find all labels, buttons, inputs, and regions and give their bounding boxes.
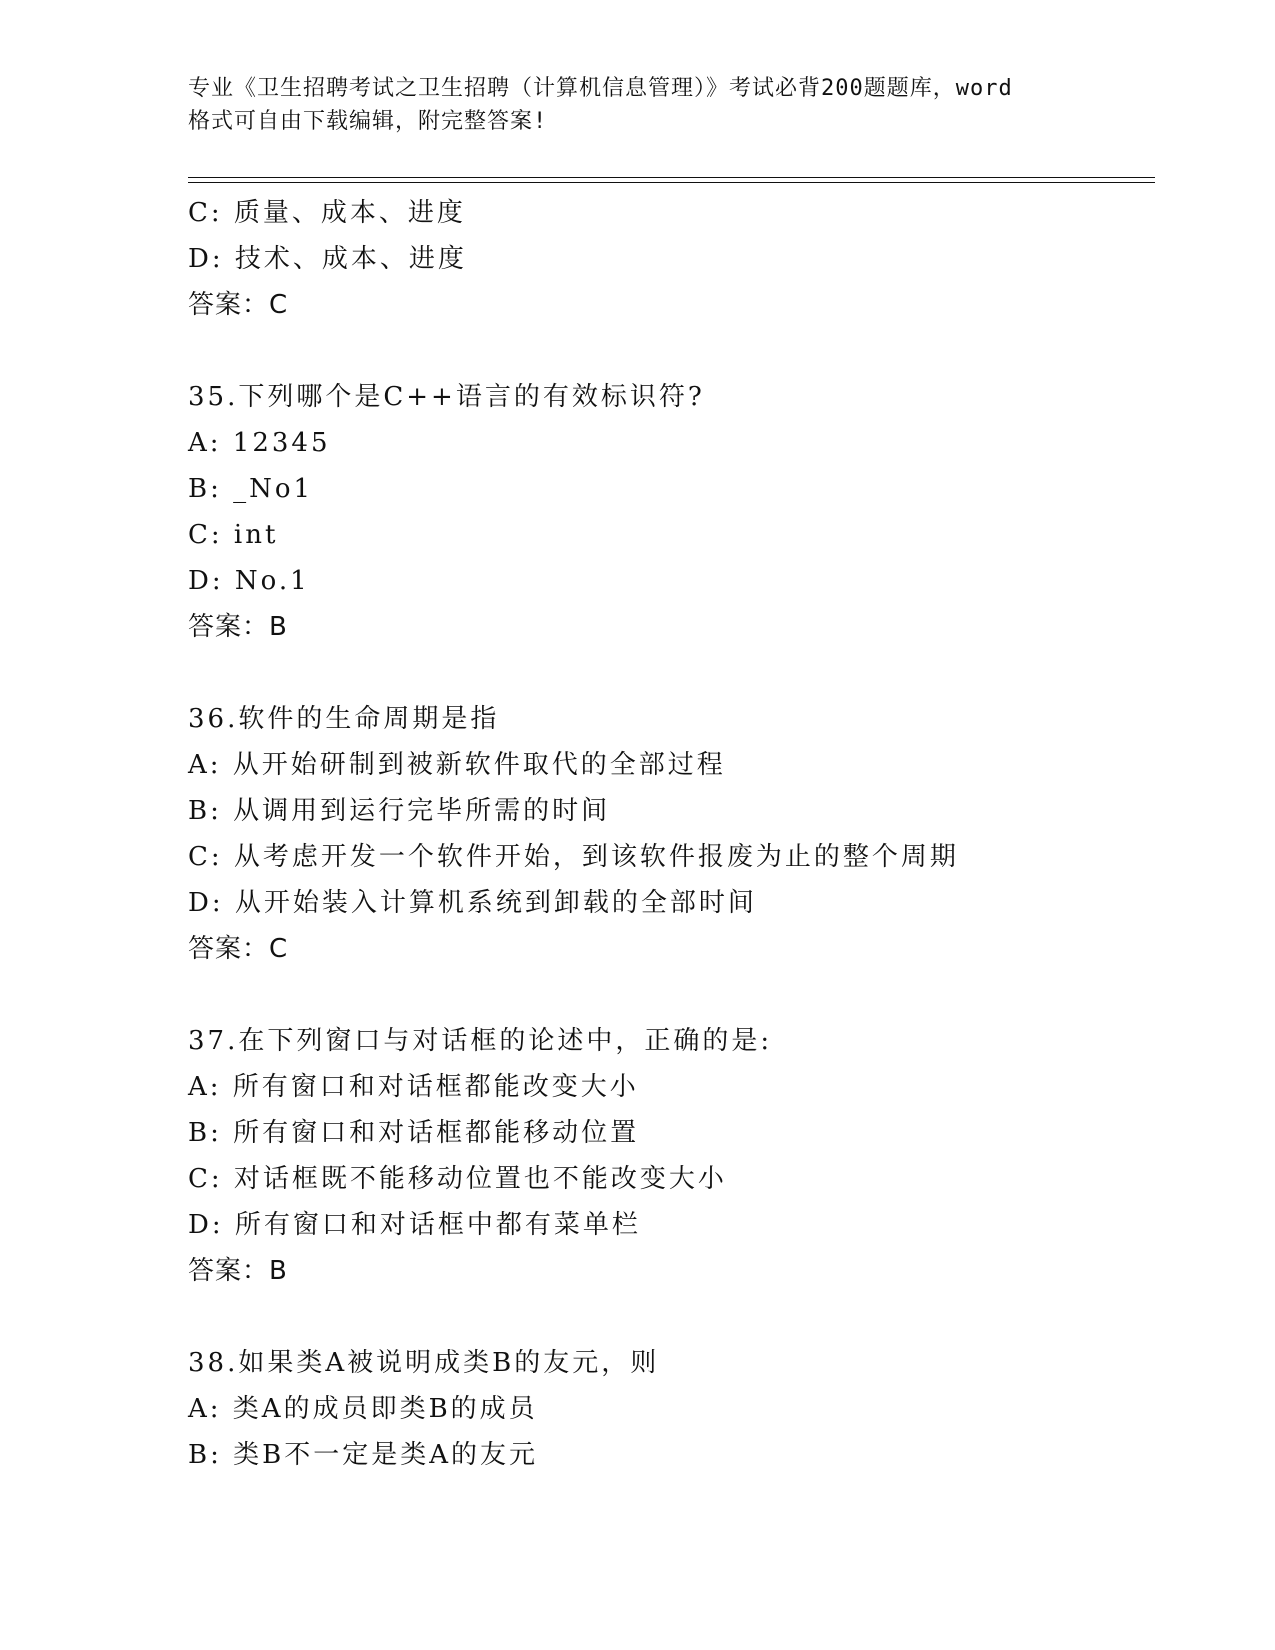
question-36 (188, 696, 1188, 972)
option-a: A: 类A的成员即类B的成员 (188, 1394, 538, 1424)
option-b: B: 类B不一定是类A的友元 (188, 1440, 539, 1470)
option-c: C: int (188, 520, 279, 550)
option-c: C: 从考虑开发一个软件开始，到该软件报废为止的整个周期 (188, 842, 959, 872)
question-38 (188, 1340, 1188, 1478)
question-37 (188, 1018, 1188, 1294)
question-gap (188, 328, 1188, 374)
question-gap (188, 650, 1188, 696)
option-b: B: 从调用到运行完毕所需的时间 (188, 796, 611, 826)
answer: 答案：B (188, 612, 288, 642)
question-stem: 37.在下列窗口与对话框的论述中，正确的是: (188, 1026, 773, 1056)
question-list (188, 190, 1188, 1478)
option-d: D: 所有窗口和对话框中都有菜单栏 (188, 1210, 641, 1240)
header-divider-top (188, 177, 1155, 178)
option-b: B: 所有窗口和对话框都能移动位置 (188, 1118, 640, 1148)
option-a: A: 12345 (188, 428, 331, 458)
option-d: D: 从开始装入计算机系统到卸载的全部时间 (188, 888, 757, 918)
question-gap (188, 972, 1188, 1018)
question-stem: 36.软件的生命周期是指 (188, 704, 500, 734)
question-gap (188, 1294, 1188, 1340)
option-a: A: 从开始研制到被新软件取代的全部过程 (188, 750, 726, 780)
option-c: C: 质量、成本、进度 (188, 198, 466, 228)
question-34-continued (188, 190, 1188, 328)
header-line-1: 专业《卫生招聘考试之卫生招聘（计算机信息管理）》考试必背200题题库，word (188, 76, 1013, 101)
option-a: A: 所有窗口和对话框都能改变大小 (188, 1072, 639, 1102)
question-stem: 35.下列哪个是C++语言的有效标识符? (188, 382, 705, 412)
header-line-2: 格式可自由下载编辑，附完整答案! (188, 109, 548, 134)
option-d: D: No.1 (188, 566, 310, 596)
answer: 答案：B (188, 1256, 288, 1286)
header-divider-bottom (188, 182, 1155, 183)
option-c: C: 对话框既不能移动位置也不能改变大小 (188, 1164, 727, 1194)
question-35 (188, 374, 1188, 650)
answer: 答案：C (188, 290, 289, 320)
answer: 答案：C (188, 934, 289, 964)
question-stem: 38.如果类A被说明成类B的友元，则 (188, 1348, 660, 1378)
option-d: D: 技术、成本、进度 (188, 244, 467, 274)
document-header (188, 72, 1088, 138)
option-b: B: _No1 (188, 474, 314, 504)
